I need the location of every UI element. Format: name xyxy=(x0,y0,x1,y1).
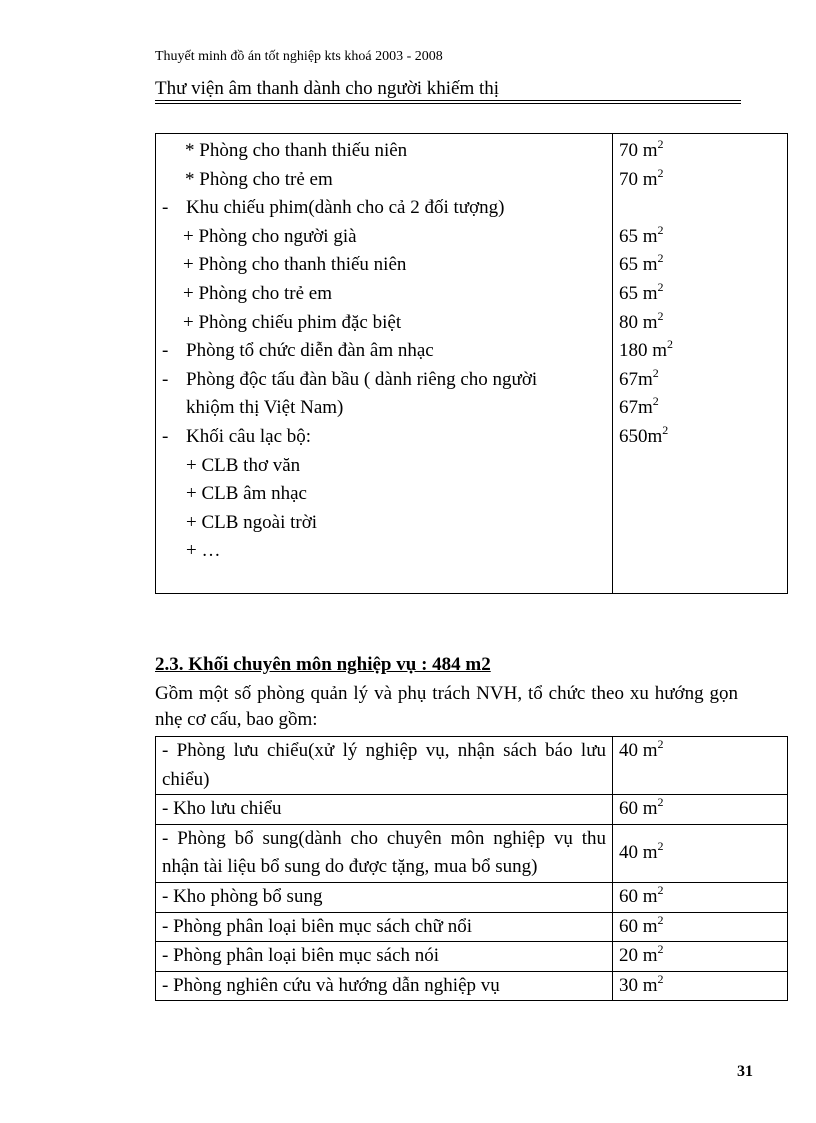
table-row-text: - Khu chiếu phim(dành cho cả 2 đối tượng) xyxy=(162,197,505,219)
area-value: 65 $m^2$ xyxy=(619,251,664,276)
table-row-text: khiộm thị Việt Nam) xyxy=(186,397,344,419)
area-cell: 40 $m^2$ xyxy=(613,737,788,795)
table-row xyxy=(156,971,788,1001)
table-row xyxy=(156,795,788,825)
department-area-table xyxy=(155,736,788,1001)
area-cell: 60 $m^2$ xyxy=(613,912,788,942)
table-row-text: * Phòng cho trẻ em xyxy=(185,168,333,190)
table-row-text: + CLB âm nhạc xyxy=(186,483,307,505)
area-value: 65 $m^2$ xyxy=(619,279,664,304)
table-row-text: + Phòng cho thanh thiếu niên xyxy=(183,254,407,276)
room-name-cell: - Phòng phân loại biên mục sách nói xyxy=(156,942,613,972)
header-document-title: Thuyết minh đồ án tốt nghiệp kts khoá 2003 - 2008 xyxy=(155,49,443,64)
table-row-text: + CLB thơ văn xyxy=(186,454,301,476)
table-row-text: + Phòng cho người già xyxy=(183,225,357,247)
table-row-text: + Phòng cho trẻ em xyxy=(183,282,332,304)
table-row-text: + CLB ngoài trời xyxy=(186,511,318,533)
area-cell: 30 $m^2$ xyxy=(613,971,788,1001)
section-heading: 2.3. Khối chuyên môn nghiệp vụ : 484 m2 xyxy=(155,654,491,675)
table-row-text: - Khối câu lạc bộ: xyxy=(162,425,312,447)
area-value xyxy=(619,194,787,223)
area-value: 70 $m^2$ xyxy=(619,165,664,190)
table-row xyxy=(156,882,788,912)
table-row xyxy=(156,824,788,882)
area-cell: 40 $m^2$ xyxy=(613,824,788,882)
header-rule xyxy=(155,103,741,104)
area-cell: 20 $m^2$ xyxy=(613,942,788,972)
room-name-cell: - Kho phòng bổ sung xyxy=(156,882,613,912)
area-cell: 60 $m^2$ xyxy=(613,795,788,825)
area-value: 180 $m^2$ xyxy=(619,337,674,362)
table-row-text: * Phòng cho thanh thiếu niên xyxy=(185,140,408,161)
room-name-cell: - Phòng nghiên cứu và hướng dẫn nghiệp vụ xyxy=(156,971,613,1001)
room-area-table xyxy=(155,133,788,594)
header-project-title: Thư viện âm thanh dành cho người khiếm thị xyxy=(155,78,500,99)
area-value: $67m^2$ xyxy=(619,394,659,419)
table-row xyxy=(156,912,788,942)
area-value: $650m^2$ xyxy=(619,422,669,447)
area-cell: 60 $m^2$ xyxy=(613,882,788,912)
table-row xyxy=(156,942,788,972)
header-rule xyxy=(155,100,741,101)
page-number: 31 xyxy=(737,1063,753,1080)
table-row xyxy=(156,737,788,795)
table-row-text: - Phòng tổ chức diễn đàn âm nhạc xyxy=(162,340,434,362)
section-paragraph: Gồm một số phòng quản lý và phụ trách NVH, tổ chức theo xu hướng gọn nhẹ cơ cấu, bao gồm: xyxy=(155,683,738,730)
table-row-text: + Phòng chiếu phim đặc biệt xyxy=(183,311,402,333)
table-row-text: + … xyxy=(186,540,221,562)
room-name-cell: - Phòng lưu chiểu(xử lý nghiệp vụ, nhận sách báo lưu chiểu) xyxy=(156,737,613,795)
area-column xyxy=(613,134,788,594)
area-value: 70 $m^2$ xyxy=(619,137,664,161)
area-value: $67m^2$ xyxy=(619,365,659,390)
table-row-text: - Phòng độc tấu đàn bầu ( dành riêng cho người xyxy=(162,368,538,390)
room-name-cell: - Kho lưu chiểu xyxy=(156,795,613,825)
room-name-column xyxy=(156,134,613,594)
area-value: 65 $m^2$ xyxy=(619,222,664,247)
room-name-cell: - Phòng bổ sung(dành cho chuyên môn nghiệp vụ thu nhận tài liệu bổ sung do được tặng, mua bổ sung) xyxy=(156,824,613,882)
room-name-cell: - Phòng phân loại biên mục sách chữ nổi xyxy=(156,912,613,942)
area-value: 80 $m^2$ xyxy=(619,308,664,333)
